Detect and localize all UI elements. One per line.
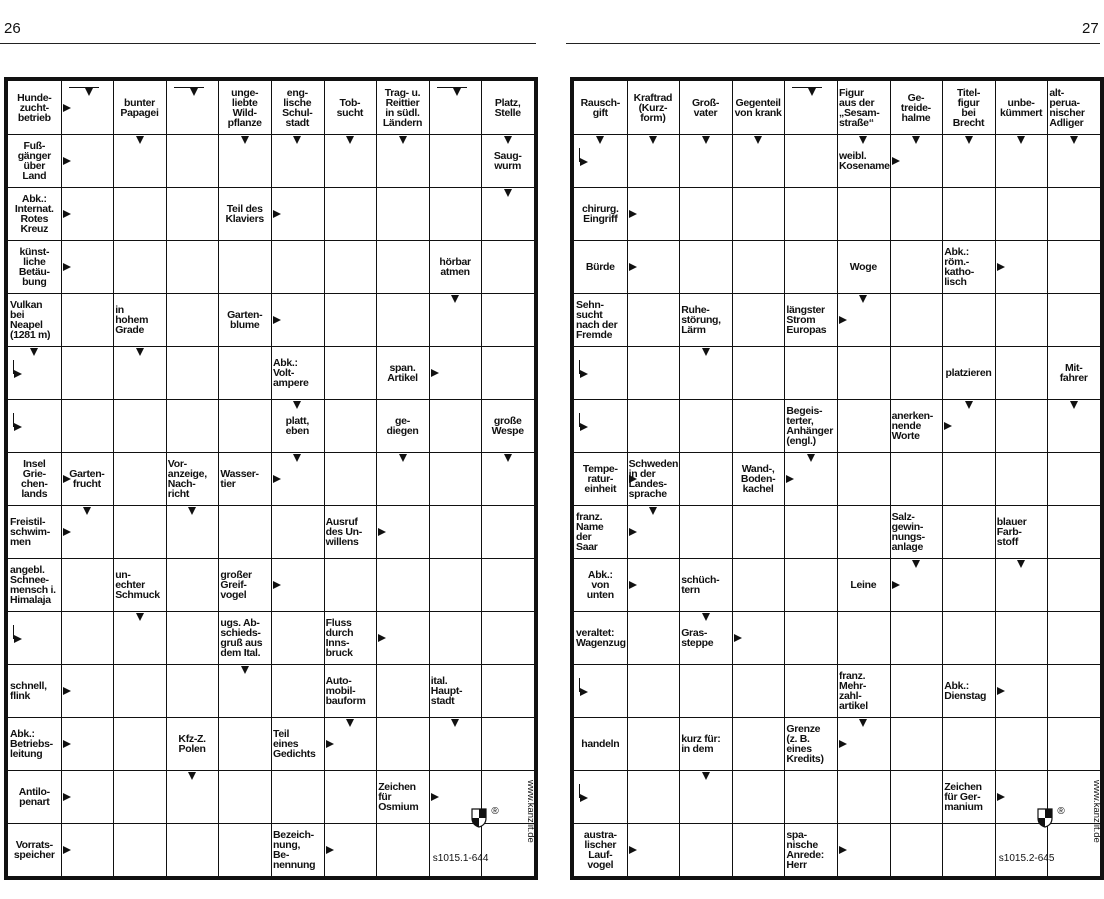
arrow-right-icon xyxy=(892,581,900,589)
clue-cell: handeln xyxy=(581,737,620,750)
grid-line xyxy=(574,346,1100,347)
clue-cell: Garten- blume xyxy=(227,308,263,331)
arrow-right-icon xyxy=(839,316,847,324)
arrow-down-icon xyxy=(912,136,920,144)
clue-cell: span. Artikel xyxy=(387,361,418,384)
arrow-down-icon xyxy=(136,136,144,144)
arrow-right-icon xyxy=(839,740,847,748)
clue-cell: Begeis- terter, Anhänger (engl.) xyxy=(786,404,833,447)
arrow-right-icon xyxy=(326,740,334,748)
arrow-down-icon xyxy=(859,719,867,727)
arrow-right-icon xyxy=(997,263,1005,271)
clue-cell: austra- lischer Lauf- vogel xyxy=(583,828,617,871)
arrow-down-icon xyxy=(293,136,301,144)
grid-line xyxy=(324,81,325,876)
clue-cell: Fluss durch Inns- bruck xyxy=(325,616,354,659)
arrow-down-icon xyxy=(1070,401,1078,409)
arrow-right-icon xyxy=(14,423,22,431)
grid-line xyxy=(574,240,1100,241)
clue-cell: längster Strom Europas xyxy=(786,303,827,336)
grid-line xyxy=(942,81,943,876)
arrow-down-icon xyxy=(136,613,144,621)
clue-cell: franz. Mehr- zahl- artikel xyxy=(839,669,868,712)
clue-cell: Fuß- gänger über Land xyxy=(17,139,51,182)
arrow-down-icon xyxy=(241,666,249,674)
clue-cell: unbe- kümmert xyxy=(999,96,1043,119)
arrow-down-icon xyxy=(399,454,407,462)
clue-cell: Leine xyxy=(850,578,877,591)
clue-cell: Tob- sucht xyxy=(336,96,364,119)
clue-cell: franz. Name der Saar xyxy=(576,510,604,553)
clue-cell: alt- perua- nischer Adliger xyxy=(1049,86,1085,129)
grid-line xyxy=(574,664,1100,665)
clue-cell: angebl. Schnee- mensch i. Himalaja xyxy=(10,563,56,606)
clue-cell: schnell, flink xyxy=(10,679,47,702)
clue-cell: un- echter Schmuck xyxy=(115,568,160,601)
arrow-down-icon xyxy=(30,348,38,356)
arrow-right-icon xyxy=(580,794,588,802)
clue-cell: kurz für: in dem xyxy=(681,732,721,755)
grid-line xyxy=(1047,81,1048,876)
clue-cell: Sehn- sucht nach der Fremde xyxy=(576,298,618,341)
clue-cell: Ruhe- störung, Lärm xyxy=(681,303,721,336)
clue-cell: eng- lische Schul- stadt xyxy=(282,86,313,129)
clue-cell: Auto- mobil- bauform xyxy=(325,674,366,707)
arrow-down-icon xyxy=(702,348,710,356)
header-rule-right xyxy=(566,43,1100,44)
puzzle-code: s1015.1-644 xyxy=(432,853,489,864)
grid-line xyxy=(574,187,1100,188)
arrow-right-icon xyxy=(63,846,71,854)
clue-cell: Freistil- schwim- men xyxy=(10,515,50,548)
header-rule-left xyxy=(0,43,536,44)
clue-cell: weibl. Kosename xyxy=(839,149,890,172)
grid-line xyxy=(376,81,377,876)
clue-cell: Titel- figur bei Brecht xyxy=(952,86,985,129)
clue-cell: Antilo- penart xyxy=(18,785,50,808)
clue-cell: große Wespe xyxy=(491,414,524,437)
arrow-down-icon xyxy=(649,507,657,515)
clue-cell: chirurg. Eingriff xyxy=(581,202,619,225)
bent-arrow-icon xyxy=(792,87,822,88)
arrow-right-icon xyxy=(273,475,281,483)
arrow-down-icon xyxy=(453,88,461,96)
arrow-down-icon xyxy=(241,136,249,144)
bent-arrow-icon xyxy=(69,87,99,88)
arrow-right-icon xyxy=(63,157,71,165)
grid-line xyxy=(8,134,534,135)
clue-cell: Teil eines Gedichts xyxy=(273,727,316,760)
clue-cell: Woge xyxy=(849,260,877,273)
arrow-right-icon xyxy=(629,581,637,589)
arrow-right-icon xyxy=(734,634,742,642)
arrow-down-icon xyxy=(702,772,710,780)
grid-line xyxy=(837,81,838,876)
clue-cell: Kfz-Z. Polen xyxy=(178,732,206,755)
clue-cell: bunter Papagei xyxy=(120,96,159,119)
puzzle-code: s1015.2-645 xyxy=(998,853,1055,864)
clue-cell: Abk.: Dienstag xyxy=(944,679,987,702)
arrow-right-icon xyxy=(944,422,952,430)
arrow-right-icon xyxy=(629,528,637,536)
clue-cell: Insel Grie- chen- lands xyxy=(21,457,48,500)
clue-cell: Tempe- ratur- einheit xyxy=(582,462,618,495)
arrow-right-icon xyxy=(431,369,439,377)
grid-line xyxy=(113,81,114,876)
clue-cell: hörbar atmen xyxy=(439,255,471,278)
grid-line xyxy=(8,399,534,400)
arrow-right-icon xyxy=(63,210,71,218)
clue-cell: Wand-, Boden- kachel xyxy=(740,462,776,495)
clue-cell: Ge- treide- halme xyxy=(900,91,931,124)
arrow-right-icon xyxy=(273,581,281,589)
arrow-down-icon xyxy=(190,88,198,96)
clue-cell: ital. Haupt- stadt xyxy=(430,674,463,707)
clue-cell: spa- nische Anrede: Herr xyxy=(786,828,824,871)
bent-arrow-icon xyxy=(174,87,204,88)
page-number-left: 26 xyxy=(4,20,21,37)
clue-cell: Groß- vater xyxy=(691,96,720,119)
arrow-down-icon xyxy=(596,136,604,144)
clue-cell: Figur aus der „Sesam- straße“ xyxy=(839,86,880,129)
arrow-right-icon xyxy=(580,158,588,166)
clue-cell: Platz, Stelle xyxy=(494,96,521,119)
arrow-right-icon xyxy=(63,793,71,801)
arrow-right-icon xyxy=(273,210,281,218)
arrow-down-icon xyxy=(808,88,816,96)
arrow-right-icon xyxy=(629,263,637,271)
clue-cell: Schweden in der Landes- sprache xyxy=(628,457,679,500)
arrow-down-icon xyxy=(859,295,867,303)
clue-cell: anerken- nende Worte xyxy=(891,409,933,442)
clue-cell: schüch- tern xyxy=(681,573,720,596)
clue-cell: in hohem Grade xyxy=(115,303,149,336)
arrow-down-icon xyxy=(293,454,301,462)
grid-line xyxy=(574,770,1100,771)
arrow-down-icon xyxy=(504,189,512,197)
arrow-right-icon xyxy=(839,846,847,854)
arrow-right-icon xyxy=(997,687,1005,695)
arrow-right-icon xyxy=(63,740,71,748)
clue-cell: Abk.: röm.- katho- lisch xyxy=(944,245,974,288)
clue-cell: Bürde xyxy=(585,260,615,273)
grid-line xyxy=(8,346,534,347)
arrow-down-icon xyxy=(188,507,196,515)
arrow-down-icon xyxy=(451,719,459,727)
clue-cell: Gegenteil von krank xyxy=(734,96,782,119)
clue-cell: platt, eben xyxy=(285,414,309,437)
clue-cell: Bezeich- nung, Be- nennung xyxy=(273,828,316,871)
clue-cell: platzieren xyxy=(945,366,992,379)
arrow-down-icon xyxy=(399,136,407,144)
grid-line xyxy=(890,81,891,876)
arrow-down-icon xyxy=(188,772,196,780)
arrow-right-icon xyxy=(63,263,71,271)
clue-cell: Abk.: Internat. Rotes Kreuz xyxy=(14,192,54,235)
arrow-right-icon xyxy=(273,316,281,324)
arrow-down-icon xyxy=(346,719,354,727)
arrow-right-icon xyxy=(378,634,386,642)
grid-line xyxy=(574,611,1100,612)
arrow-down-icon xyxy=(136,348,144,356)
shield-logo-icon xyxy=(1037,808,1053,828)
clue-cell: veraltet: Wagenzug xyxy=(576,626,626,649)
arrow-right-icon xyxy=(629,210,637,218)
clue-cell: Saug- wurm xyxy=(493,149,522,172)
clue-cell: künst- liche Betäu- bung xyxy=(18,245,50,288)
clue-cell: Teil des Klaviers xyxy=(225,202,264,225)
grid-line xyxy=(574,134,1100,135)
clue-cell: Mit- fahrer xyxy=(1059,361,1088,384)
clue-cell: unge- liebte Wild- pflanze xyxy=(227,86,262,129)
clue-cell: Abk.: von unten xyxy=(586,568,614,601)
arrow-down-icon xyxy=(346,136,354,144)
arrow-right-icon xyxy=(63,687,71,695)
arrow-down-icon xyxy=(504,454,512,462)
arrow-down-icon xyxy=(451,295,459,303)
grid-line xyxy=(8,770,534,771)
crossword-grid-right xyxy=(570,77,1104,880)
grid-line xyxy=(574,399,1100,400)
trademark-symbol: ® xyxy=(1057,806,1065,817)
grid-line xyxy=(574,293,1100,294)
arrow-down-icon xyxy=(1070,136,1078,144)
arrow-down-icon xyxy=(85,88,93,96)
shield-logo-icon xyxy=(471,808,487,828)
clue-cell: Abk.: Betriebs- leitung xyxy=(10,727,53,760)
clue-cell: Vor- anzeige, Nach- richt xyxy=(167,457,207,500)
publisher-url: www.kanzlit.de xyxy=(525,780,536,843)
arrow-right-icon xyxy=(629,846,637,854)
arrow-right-icon xyxy=(14,370,22,378)
grid-line xyxy=(574,558,1100,559)
clue-cell: Gras- steppe xyxy=(681,626,714,649)
arrow-right-icon xyxy=(326,846,334,854)
arrow-right-icon xyxy=(63,528,71,536)
page-number-right: 27 xyxy=(1082,20,1099,37)
arrow-down-icon xyxy=(965,136,973,144)
arrow-right-icon xyxy=(580,370,588,378)
arrow-right-icon xyxy=(997,793,1005,801)
clue-cell: blauer Farb- stoff xyxy=(996,515,1027,548)
arrow-right-icon xyxy=(14,635,22,643)
grid-line xyxy=(8,823,534,824)
clue-cell: Zeichen für Osmium xyxy=(378,780,419,813)
arrow-down-icon xyxy=(1017,136,1025,144)
arrow-down-icon xyxy=(912,560,920,568)
clue-cell: Zeichen für Ger- manium xyxy=(944,780,983,813)
clue-cell: großer Greif- vogel xyxy=(220,568,252,601)
grid-line xyxy=(574,823,1100,824)
clue-cell: Salz- gewin- nungs- anlage xyxy=(891,510,925,553)
clue-cell: Wasser- tier xyxy=(220,467,259,490)
arrow-right-icon xyxy=(378,528,386,536)
grid-line xyxy=(8,293,534,294)
arrow-down-icon xyxy=(649,136,657,144)
grid-line xyxy=(8,611,534,612)
arrow-right-icon xyxy=(580,423,588,431)
arrow-right-icon xyxy=(892,157,900,165)
grid-line xyxy=(8,187,534,188)
clue-cell: Garten- frucht xyxy=(69,467,105,490)
clue-cell: ugs. Ab- schieds- gruß aus dem Ital. xyxy=(220,616,263,659)
arrow-down-icon xyxy=(754,136,762,144)
arrow-down-icon xyxy=(965,401,973,409)
bent-arrow-icon xyxy=(437,87,467,88)
grid-line xyxy=(8,717,534,718)
grid-line xyxy=(574,717,1100,718)
clue-cell: Rausch- gift xyxy=(580,96,620,119)
arrow-right-icon xyxy=(786,475,794,483)
clue-cell: Vulkan bei Neapel (1281 m) xyxy=(10,298,51,341)
clue-cell: Vorrats- speicher xyxy=(13,838,55,861)
arrow-right-icon xyxy=(63,104,71,112)
arrow-down-icon xyxy=(1017,560,1025,568)
arrow-down-icon xyxy=(702,136,710,144)
arrow-down-icon xyxy=(807,454,815,462)
clue-cell: Kraftrad (Kurz- form) xyxy=(633,91,673,124)
arrow-down-icon xyxy=(83,507,91,515)
grid-line xyxy=(8,505,534,506)
clue-cell: Ausruf des Un- willens xyxy=(325,515,362,548)
grid-line xyxy=(8,558,534,559)
clue-cell: Grenze (z. B. eines Kredits) xyxy=(786,722,824,765)
grid-line xyxy=(995,81,996,876)
arrow-right-icon xyxy=(580,688,588,696)
grid-line xyxy=(429,81,430,876)
clue-cell: Hunde- zucht- betrieb xyxy=(17,91,52,124)
trademark-symbol: ® xyxy=(491,806,499,817)
clue-cell: Trag- u. Reittier in südl. Ländern xyxy=(382,86,423,129)
clue-cell: Abk.: Volt- ampere xyxy=(273,356,309,389)
crossword-grid-left xyxy=(4,77,538,880)
publisher-url: www.kanzlit.de xyxy=(1091,780,1102,843)
grid-line xyxy=(481,81,482,876)
arrow-right-icon xyxy=(431,793,439,801)
clue-cell: ge- diegen xyxy=(386,414,419,437)
